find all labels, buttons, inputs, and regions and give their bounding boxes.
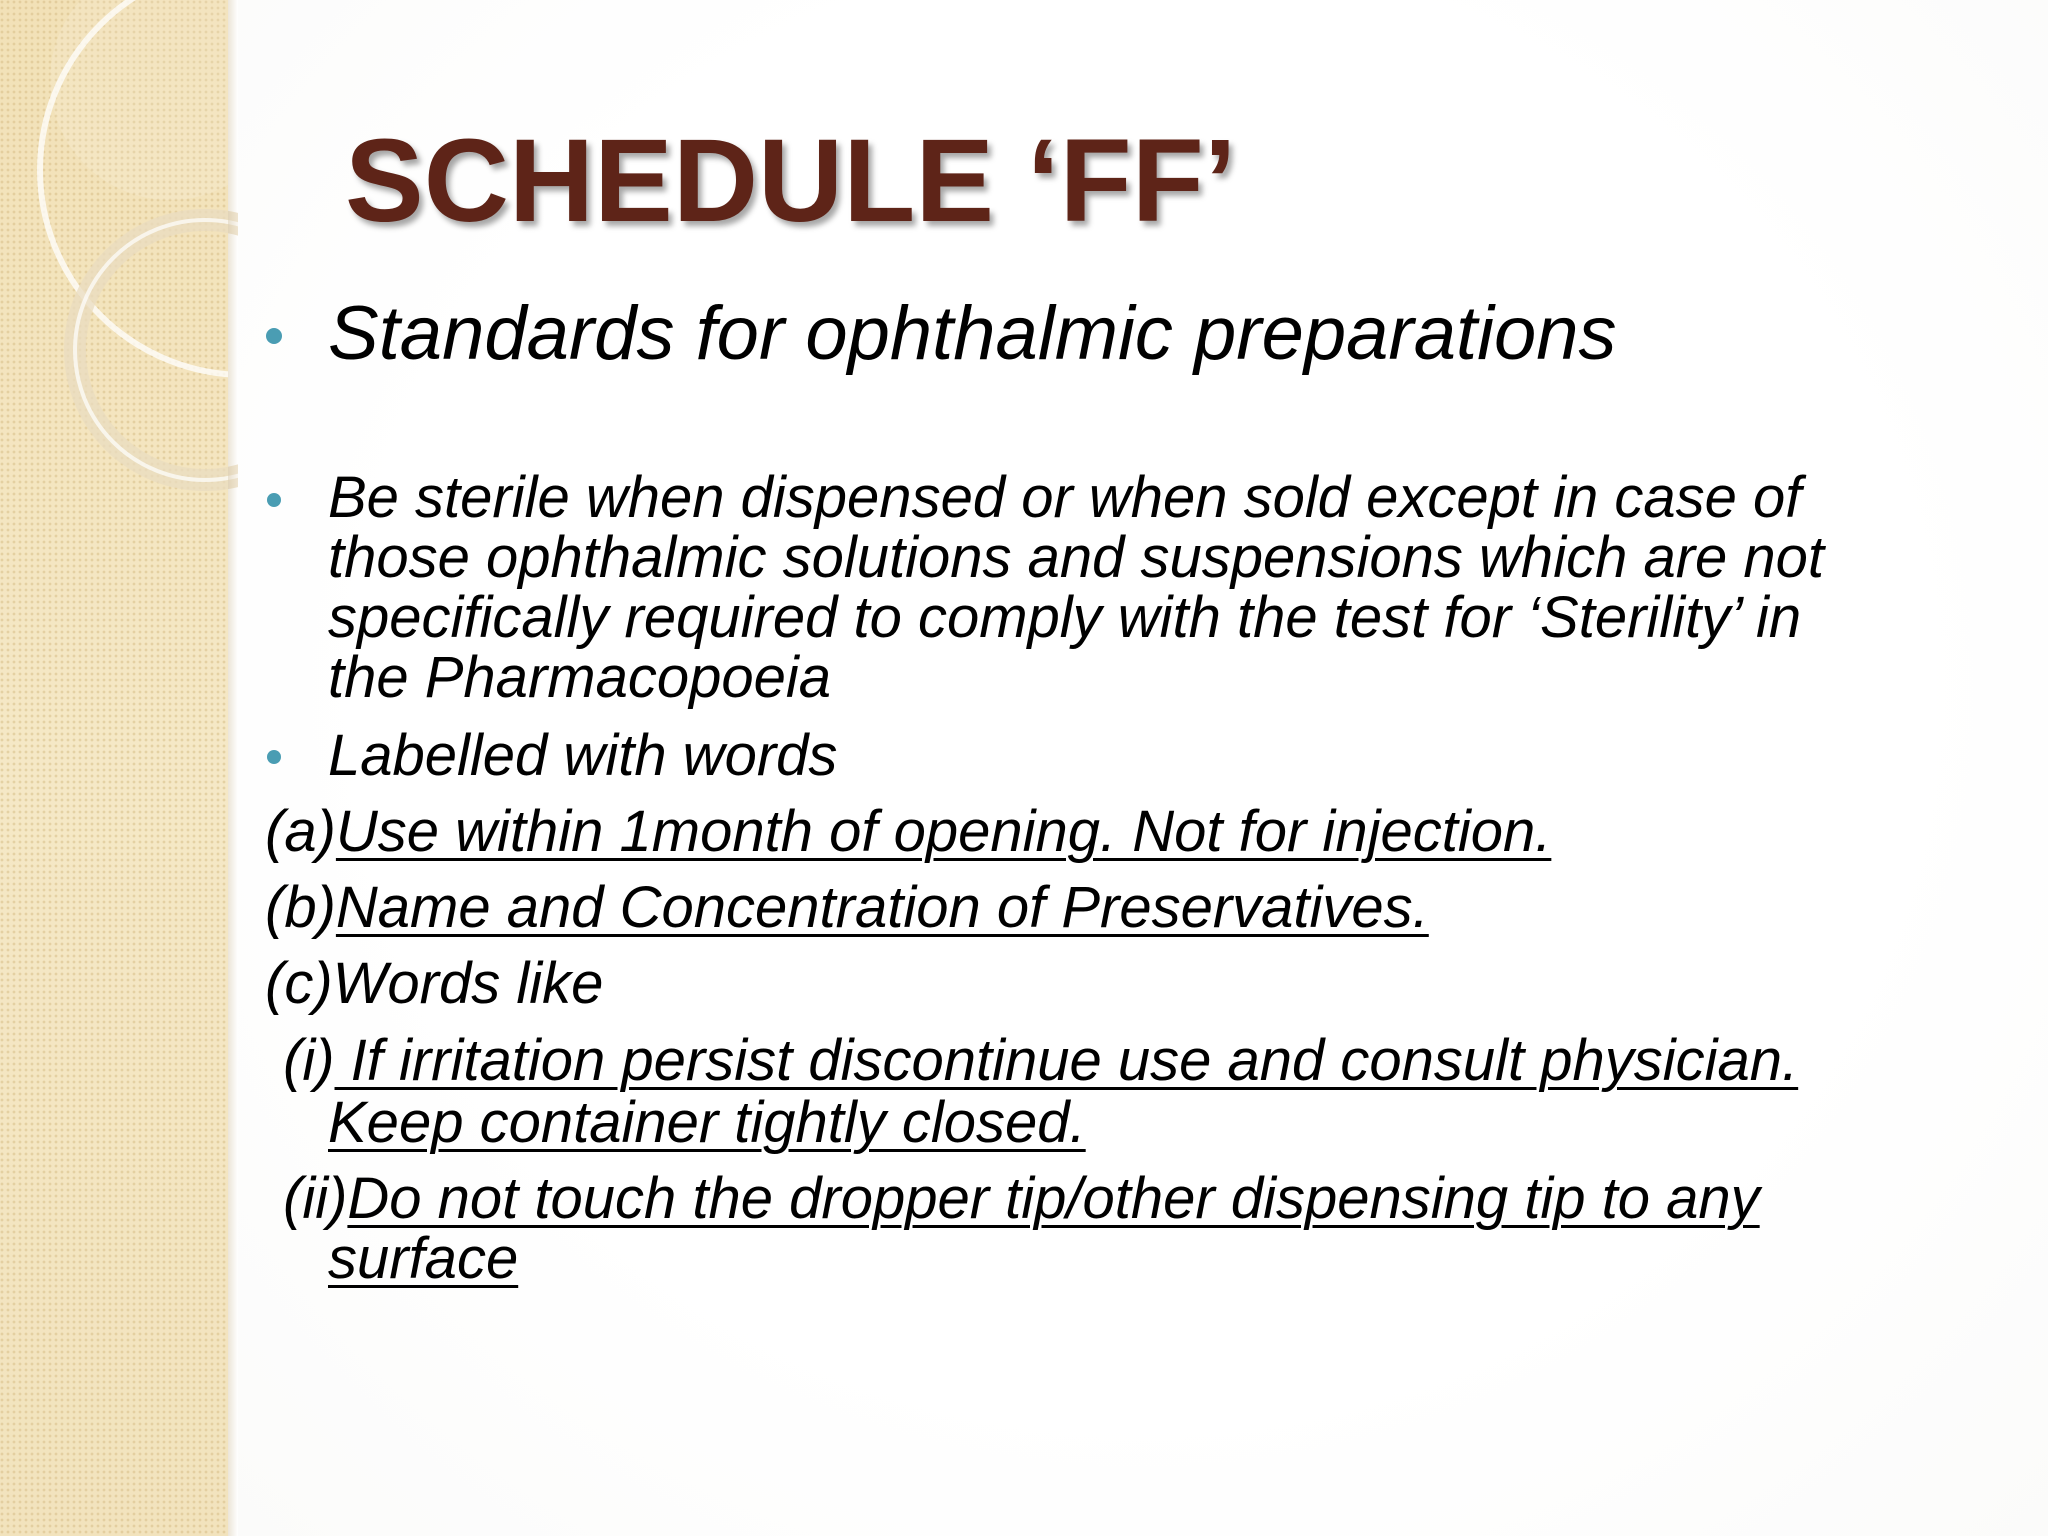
item-c-text: Words like — [332, 951, 604, 1016]
item-i-line-1 — [283, 1028, 1799, 1093]
item-b-prefix: (b) — [265, 875, 336, 940]
item-i-text-1: If irritation persist discontinue use and consult physician. — [334, 1028, 1799, 1093]
bullet-dot — [267, 750, 281, 764]
bullet-dot — [267, 493, 281, 507]
item-ii-text-1: Do not touch the dropper tip/other dispensing tip to any — [347, 1166, 1760, 1231]
item-i-text-2: Keep container tightly closed. — [328, 1090, 1086, 1155]
bullet-dot — [266, 328, 282, 344]
bullet-standards: Standards for ophthalmic preparations — [328, 291, 1617, 376]
item-c — [265, 951, 604, 1016]
side-band-edge — [228, 0, 238, 1536]
item-ii-line-1 — [283, 1166, 1760, 1231]
item-ii-line-2 — [328, 1226, 519, 1291]
bullet-sterile-line-2: those ophthalmic solutions and suspensions which are not — [328, 525, 1825, 590]
decorative-rings — [0, 0, 260, 520]
item-c-prefix: (c) — [265, 951, 333, 1016]
item-ii-text-2: surface — [328, 1226, 519, 1291]
item-ii-prefix: (ii) — [283, 1166, 348, 1231]
item-i-prefix: (i) — [283, 1028, 335, 1093]
bullet-sterile-line-4: the Pharmacopoeia — [328, 645, 831, 710]
bullet-sterile-line-1: Be sterile when dispensed or when sold except in case of — [328, 465, 1802, 530]
bullet-labelled: Labelled with words — [328, 723, 838, 788]
slide-title: SCHEDULE ‘FF’ — [345, 115, 1237, 247]
item-a-text: Use within 1month of opening. Not for injection. — [335, 799, 1552, 864]
item-a — [265, 799, 1552, 864]
item-i-line-2 — [328, 1090, 1086, 1155]
bullet-sterile-line-3: specifically required to comply with the test for ‘Sterility’ in — [328, 585, 1802, 650]
item-a-prefix: (a) — [265, 799, 336, 864]
item-b-text: Name and Concentration of Preservatives. — [335, 875, 1429, 940]
item-b — [265, 875, 1429, 940]
